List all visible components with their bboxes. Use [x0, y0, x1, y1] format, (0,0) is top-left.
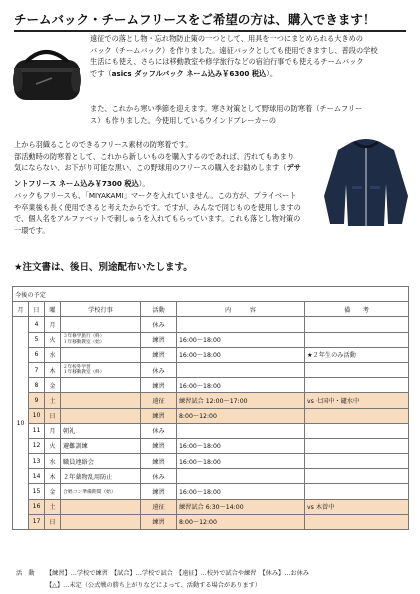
schedule-row	[13, 347, 409, 362]
header-remarks: 備 考	[305, 302, 409, 317]
school-event-text: １年移動教室（始）	[63, 339, 105, 345]
text-fragment: ）。	[138, 179, 150, 188]
content-cell: 8:00～12:00	[177, 514, 305, 529]
school-event-cell	[61, 378, 141, 393]
schedule-row	[13, 514, 409, 529]
text-line: や卒業後も長く使用できると考えたからです。ですが、みんなで同じものを使用しますの	[14, 202, 301, 212]
content-cell: 8:00～12:00	[177, 408, 305, 423]
schedule-row	[13, 423, 409, 438]
text-line: 遠征での落とし物・忘れ物防止策の一つとして、用具を一つにまとめられる大きめの	[90, 34, 363, 43]
remarks-cell	[305, 378, 409, 393]
header-day: 日	[29, 302, 45, 317]
schedule-row	[13, 499, 409, 514]
schedule-row	[13, 454, 409, 469]
school-event-cell	[61, 332, 141, 347]
schedule-row	[13, 317, 409, 332]
content-cell: 練習試合 6:30～14:00	[177, 499, 305, 514]
content-cell	[177, 317, 305, 332]
duffel-bag-image	[6, 40, 86, 110]
day-cell: 16	[29, 499, 45, 514]
header-school-event: 学校行事	[61, 302, 141, 317]
remarks-cell	[305, 408, 409, 423]
content-cell: 16:00～18:00	[177, 454, 305, 469]
activity-cell: 練習	[141, 484, 177, 499]
schedule-row	[13, 438, 409, 453]
weekday-cell: 土	[45, 393, 61, 408]
fleece-price: ントフリース ネーム込み￥7300 税込	[14, 179, 139, 188]
school-event-text: １年移動教室（終）	[63, 370, 105, 376]
remarks-cell	[305, 423, 409, 438]
weekday-cell: 水	[45, 347, 61, 362]
text-line	[90, 68, 410, 80]
text-line: 生活にも使え、さらには移動教室や修学旅行などの宿泊行事でも使えるチームバック	[90, 57, 364, 66]
school-event-cell: ２年薬物乱用防止	[61, 469, 141, 484]
weekday-cell: 月	[45, 317, 61, 332]
remarks-cell: vs 七国中・鑓水中	[305, 393, 409, 408]
activity-cell: 練習	[141, 514, 177, 529]
activity-cell: 遠征	[141, 393, 177, 408]
activity-cell: 遠征	[141, 499, 177, 514]
activity-cell: 休み	[141, 362, 177, 377]
text-line: バックもフリースも、「MIYAKAMI」マークを入れていません。この方が、プライベート	[14, 191, 297, 200]
activity-cell: 練習	[141, 332, 177, 347]
activity-cell: 練習	[141, 438, 177, 453]
school-event-cell	[61, 362, 141, 377]
schedule-header-row	[13, 302, 409, 317]
weekday-cell: 土	[45, 499, 61, 514]
schedule-row	[13, 378, 409, 393]
school-event-cell	[61, 393, 141, 408]
weekday-cell: 日	[45, 408, 61, 423]
content-cell	[177, 469, 305, 484]
remarks-cell	[305, 469, 409, 484]
school-event-text: ３年修学旅行（終）	[63, 334, 105, 340]
day-cell: 7	[29, 362, 45, 377]
legend-label: 活 動	[16, 570, 35, 577]
fleece-paragraph	[90, 103, 390, 126]
school-event-cell	[61, 408, 141, 423]
content-cell	[177, 423, 305, 438]
weekday-cell: 火	[45, 332, 61, 347]
content-cell: 16:00～18:00	[177, 438, 305, 453]
content-cell: 16:00～18:00	[177, 347, 305, 362]
embroidery-paragraph	[14, 190, 410, 236]
remarks-cell: vs 木曽中	[305, 499, 409, 514]
schedule-caption-row	[13, 287, 409, 302]
text-line	[14, 162, 314, 174]
text-fragment: デサ	[286, 163, 301, 172]
schedule-row	[13, 469, 409, 484]
text-line: バック（チームバック）を作りました。遠征バックとしても使用できますし、普段の学校	[90, 45, 378, 55]
text-fragment: です（	[90, 68, 112, 78]
content-cell	[177, 362, 305, 377]
weekday-cell: 日	[45, 514, 61, 529]
weekday-cell: 金	[45, 484, 61, 499]
page-title: チームバック・チームフリースをご希望の方は、購入できます！	[14, 10, 406, 32]
text-line: ス）も作りました。今使用しているウインドブレーカーの	[90, 115, 277, 125]
activity-cell: 練習	[141, 347, 177, 362]
text-line: 部活動時の防寒着として、これから新しいものを購入するのであれば、汚れてもあまり	[14, 151, 295, 161]
legend-line: 【△】…未定（公式戦の勝ち上がりなどによって、活動する場合があります）	[46, 582, 262, 589]
remarks-cell	[305, 362, 409, 377]
order-form-notice: ★注文書は、後日、別途配布いたします。	[14, 262, 193, 273]
activity-cell: 休み	[141, 317, 177, 332]
text-line: 一環です。	[14, 225, 50, 235]
school-event-cell	[61, 499, 141, 514]
text-line	[14, 178, 314, 190]
weekday-cell: 金	[45, 378, 61, 393]
activity-cell: 休み	[141, 423, 177, 438]
activity-cell: 練習	[141, 408, 177, 423]
activity-cell: 練習	[141, 454, 177, 469]
schedule-row	[13, 332, 409, 347]
day-cell: 8	[29, 378, 45, 393]
header-activity: 活動	[141, 302, 177, 317]
legend-line: 【練習】…学校で練習 【試合】…学校で試合 【遠征】…校外で試合や練習 【休み】…お休み	[46, 570, 309, 577]
text-line: 上から羽織ることのできるフリース素材の防寒着です。	[14, 140, 193, 149]
remarks-cell	[305, 454, 409, 469]
day-cell: 15	[29, 484, 45, 499]
intro-paragraph	[90, 33, 410, 79]
school-event-cell: 職員連絡会	[61, 454, 141, 469]
content-cell: 練習試合 12:00～17:00	[177, 393, 305, 408]
text-fragment: 気にならない、お下がり可能な黒い、この野球用のフリースの購入をお勧めします（	[14, 163, 287, 172]
header-month: 月	[13, 302, 29, 317]
day-cell: 13	[29, 454, 45, 469]
schedule-body	[13, 317, 409, 530]
day-cell: 4	[29, 317, 45, 332]
day-cell: 10	[29, 408, 45, 423]
weekday-cell: 月	[45, 423, 61, 438]
school-event-cell	[61, 514, 141, 529]
remarks-cell	[305, 438, 409, 453]
day-cell: 5	[29, 332, 45, 347]
schedule-row	[13, 484, 409, 499]
remarks-cell	[305, 332, 409, 347]
text-line: また、これから寒い季節を迎えます。寒さ対策として野球用の防寒着（チームフリー	[90, 104, 363, 113]
day-cell: 11	[29, 423, 45, 438]
day-cell: 9	[29, 393, 45, 408]
content-cell: 16:00～18:00	[177, 484, 305, 499]
remarks-cell	[305, 514, 409, 529]
schedule-row	[13, 393, 409, 408]
weekday-cell: 水	[45, 454, 61, 469]
bag-price: asics ダッフルバック ネーム込み￥6300 税込	[111, 68, 267, 78]
day-cell: 12	[29, 438, 45, 453]
activity-cell: 練習	[141, 378, 177, 393]
text-fragment: ）。	[266, 68, 278, 78]
schedule-row	[13, 408, 409, 423]
school-event-cell: 避難訓練	[61, 438, 141, 453]
school-event-text: ２年校外学習	[63, 364, 91, 370]
text-line: で、個人名をアルファベットで刺しゅうを入れてもらっています。これも落とし物対策の	[14, 214, 301, 223]
schedule-table	[12, 286, 409, 530]
activity-cell: 休み	[141, 469, 177, 484]
schedule-caption: 今後の予定	[13, 287, 409, 302]
remarks-cell: ★２年生のみ活動	[305, 347, 409, 362]
school-event-cell	[61, 347, 141, 362]
school-event-cell	[61, 317, 141, 332]
content-cell: 16:00～18:00	[177, 378, 305, 393]
school-event-cell: 朝礼	[61, 423, 141, 438]
day-cell: 14	[29, 469, 45, 484]
day-cell: 17	[29, 514, 45, 529]
header-weekday: 曜	[45, 302, 61, 317]
month-cell: 10	[13, 317, 29, 530]
remarks-cell	[305, 484, 409, 499]
remarks-cell	[305, 317, 409, 332]
weekday-cell: 火	[45, 438, 61, 453]
content-cell: 16:00～18:00	[177, 332, 305, 347]
school-event-cell: 合唱コン準備期間（始）	[61, 484, 141, 499]
fleece-paragraph-2	[14, 139, 314, 174]
weekday-cell: 木	[45, 469, 61, 484]
fleece-price-line	[14, 178, 314, 190]
day-cell: 6	[29, 347, 45, 362]
weekday-cell: 木	[45, 362, 61, 377]
header-content: 内 容	[177, 302, 305, 317]
schedule-row	[13, 362, 409, 377]
